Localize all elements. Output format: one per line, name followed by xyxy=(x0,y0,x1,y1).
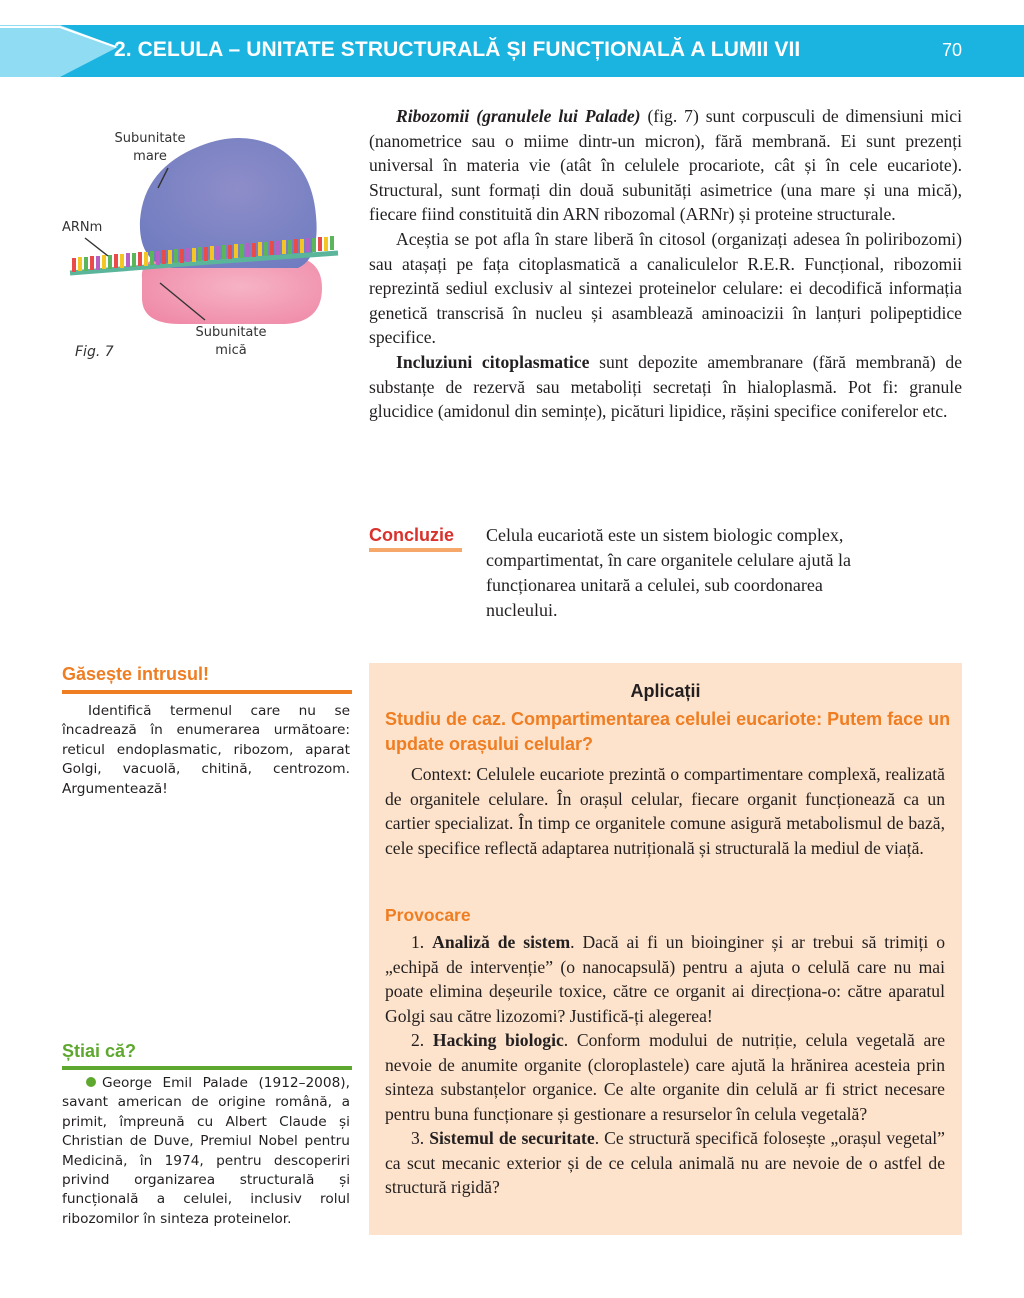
provocare-item xyxy=(385,930,945,1028)
provocare-list xyxy=(385,930,945,1200)
item-term: Sistemul de securitate xyxy=(429,1128,595,1148)
provocare-heading: Provocare xyxy=(385,905,471,925)
chapter-title: 2. CELULA – UNITATE STRUCTURALĂ ȘI FUNCȚIONALĂ A LUMII VII xyxy=(114,38,801,61)
term-ribosomes: Ribozomii (granulele lui Palade) xyxy=(396,106,641,126)
label-small-line2: mică xyxy=(215,343,247,358)
item-term: Analiză de sistem xyxy=(432,932,571,952)
label-large-line2: mare xyxy=(133,149,167,164)
item-number: 2. xyxy=(411,1030,433,1050)
header-arrow-icon xyxy=(0,25,130,77)
paragraph-inclusions-text: sunt depozite amembranare (fără membrană) de substanțe de rezervă sau metaboliți secretați în hialoplasmă. Pot fi: granule glucidice (amidonul din semințe), picături lipidice, rășini specifice coniferelor etc. xyxy=(369,351,963,422)
ribosome-figure xyxy=(60,128,360,368)
item-number: 1. xyxy=(411,932,433,952)
intrus-title: Găsește intrusul! xyxy=(62,664,210,684)
stiai-text: George Emil Palade (1912–2008), savant american de origine română, a primit, împreună cu Albert Claude și Christian de Duve, Premiul Nobel pentru Medicină, în 1974, pentru descoperiri privind organizarea structurală și funcțională a celulei, inclusiv rolul ribozomilor în sinteza proteinelor. xyxy=(62,1075,350,1227)
conclusion-text: Celula eucariotă este un sistem biologic complex, compartimentat, în care organitele celulare ajută la funcționarea unitară a celulei, sub coordonarea nucleului. xyxy=(486,525,851,620)
stiai-box xyxy=(62,1074,350,1229)
paragraph-location: Aceștia se pot afla în stare liberă în citosol (organizați adesea în poliribozomi) sau atașați pe fața citoplasmatică a canaliculelor R.E.R. Funcțional, ribozomii reprezintă sediul exclusiv al sintezei proteinelor celulare: ei decodifică informația genetică transcrisă în nucleu și asamblează aminoacizii în lanțuri polipeptidice specifice. xyxy=(369,228,962,348)
intrus-text: Identifică termenul care nu se încadrează în enumerarea următoare: reticul endoplasmatic, ribozom, aparat Golgi, vacuolă, chitină, centrozom. Argumentează! xyxy=(62,703,350,797)
main-text xyxy=(369,104,962,424)
stiai-rule xyxy=(62,1066,352,1070)
label-small-line1: Subunitate xyxy=(195,325,267,340)
label-small-subunit xyxy=(186,324,276,360)
bullet-dot-icon xyxy=(86,1077,96,1087)
paragraph-ribosomes xyxy=(369,104,962,227)
label-large-subunit xyxy=(105,130,195,166)
item-number: 3. xyxy=(411,1128,430,1148)
figure-caption: Fig. 7 xyxy=(75,344,114,360)
term-inclusions: Incluziuni citoplasmatice xyxy=(396,351,590,372)
conclusion-underline xyxy=(369,548,462,552)
item-text: . Ce structură specifică folosește „orașul vegetal” ca scut mecanic exterior și de ce celula animală nu are nevoie de o astfel de structură rigidă? xyxy=(385,1128,945,1197)
leader-line-mrna xyxy=(85,238,108,256)
label-mrna: ARNm xyxy=(62,220,103,235)
label-large-line1: Subunitate xyxy=(114,131,186,146)
applications-box xyxy=(369,663,962,1235)
provocare-item xyxy=(385,1028,945,1126)
item-text: . Dacă ai fi un bioinginer și ar trebui să trimiți o „echipă de intervenție” (o nanocapsulă) pentru a ajuta o celulă care nu mai poate elimina deșeurile toxice, către ce organit ai direcționa-o: către aparatul Golgi sau către lizozomi? Justifică-ți alegerea! xyxy=(385,932,946,1026)
paragraph-ribosomes-text: (fig. 7) sunt corpusculi de dimensiuni mici (nanometrice sau o miime dintr-un micron), fără membrană. Ei sunt prezenți universal în materia vie (atât în celulele procariote, cât și în cele eucariote). Structural, sunt formați din două subunități asimetrice (una mare și una mică), fiecare fiind constituită din ARN ribozomal (ARNr) și proteine structurale. xyxy=(369,106,962,225)
page-number: 70 xyxy=(941,40,962,60)
stiai-title: Știai că? xyxy=(62,1041,137,1061)
case-study-context: Context: Celulele eucariote prezintă o compartimentare complexă, realizată de organitele celulare. În orașul celular, fiecare organit funcționează ca un cartier specializat. În timp ce organitele comune asigură metabolismul de bază, cele specifice reflectă adaptarea nutrițională și structurală la mediul de viață. xyxy=(385,764,945,858)
provocare-item xyxy=(385,1126,945,1200)
item-term: Hacking biologic xyxy=(432,1030,564,1050)
case-study-title: Studiu de caz. Compartimentarea celulei eucariote: Putem face un update orașului celular? xyxy=(385,709,951,754)
conclusion-label: Concluzie xyxy=(369,525,455,545)
intrus-rule xyxy=(62,690,352,694)
paragraph-inclusions xyxy=(369,350,962,424)
item-text: . Conform modului de nutriție, celula vegetală are nevoie de anumite organite (cloroplastele) care ajută la hrănirea acesteia prin sinteza substanțelor organice. Ce alte organite din celulă ar fi strict necesare pentru buna funcționare și gestionare a resurselor în celula vegetală? xyxy=(385,1030,946,1124)
applications-title: Aplicații xyxy=(630,681,701,701)
